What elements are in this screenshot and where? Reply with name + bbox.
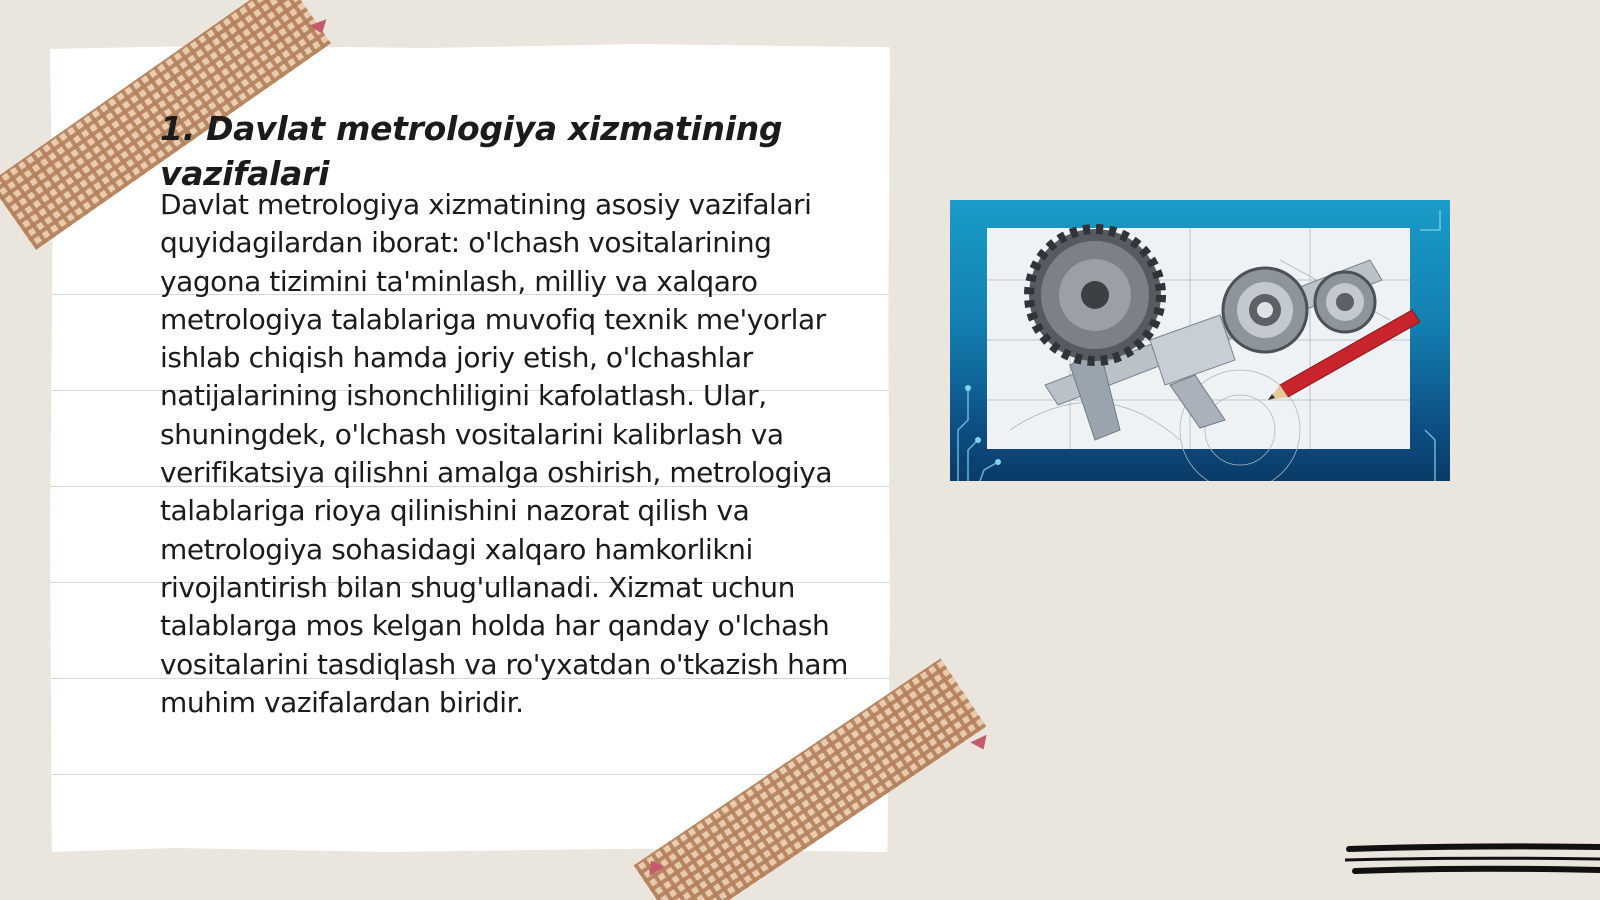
- gears-caliper-blueprint-icon: [950, 200, 1450, 481]
- slide-title: 1. Davlat metrologiya xizmatining vazifalari: [160, 109, 783, 193]
- paper-rule-line: [50, 774, 890, 775]
- gears-caliper-image: [950, 200, 1450, 481]
- slide-body-text: Davlat metrologiya xizmatining asosiy vazifalari quyidagilardan iborat: o'lchash vositalarining yagona tizimini ta'minlash, milliy va xalqaro metrologiya talablariga muvofiq texnik me'yorlar ishlab chiqish hamda joriy etish, o'lchashlar natijalarining ishonchliligini kafolatlash. Ular, shuningdek, o'lchash vositalarini kalibrlash va verifikatsiya qilishni amalga oshirish, metrologiya talablariga rioya qilinishini nazorat qilish va metrologiya sohasidagi xalqaro hamkorlikni rivojlantirish bilan shug'ullanadi. Xizmat uchun talablarga mos kelgan holda har qanday o'lchash vositalarini tasdiqlash va ro'yxatdan o'tkazish ham muhim vazifalardan biridir.: [160, 188, 848, 719]
- pin-icon: [970, 735, 991, 753]
- decorative-brush-strokes: [1345, 843, 1600, 893]
